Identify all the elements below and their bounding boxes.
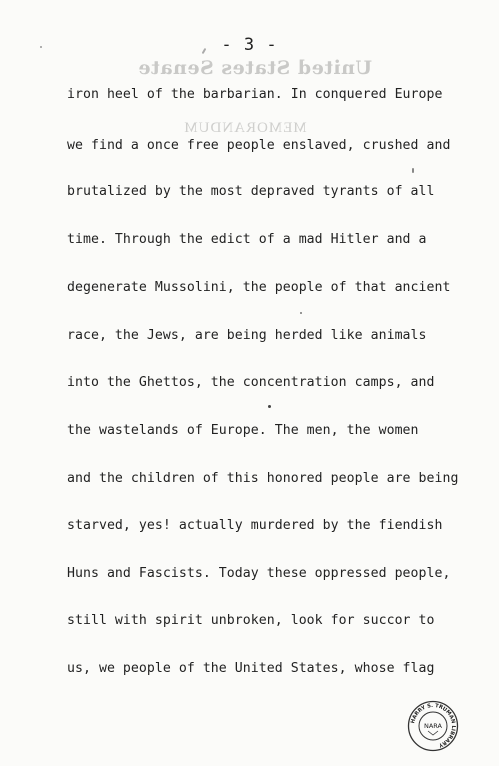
body-line: iron heel of the barbarian. In conquered Europe xyxy=(67,87,443,102)
body-line: and the children of this honored people are being xyxy=(67,471,459,486)
body-line: we find a once free people enslaved, crushed and xyxy=(67,138,451,153)
body-line: the wastelands of Europe. The men, the women xyxy=(67,423,419,438)
body-line: into the Ghettos, the concentration camps, and xyxy=(67,375,435,390)
body-line: still with spirit unbroken, look for succor to xyxy=(67,613,435,628)
scan-speck xyxy=(412,168,414,173)
body-line: race, the Jews, are being herded like animals xyxy=(67,328,427,343)
body-line: starved, yes! actually murdered by the fiendish xyxy=(67,518,443,533)
page-number: - 3 - xyxy=(221,35,278,55)
body-line: Huns and Fascists. Today these oppressed people, xyxy=(67,566,451,581)
body-line: us, we people of the United States, whose flag xyxy=(67,661,435,676)
archive-stamp-seal xyxy=(407,700,459,752)
bleed-through-memorandum: MEMORANDUM xyxy=(183,120,307,136)
body-line: time. Through the edict of a mad Hitler and a xyxy=(67,232,427,247)
scan-speck xyxy=(300,312,302,314)
body-line: brutalized by the most depraved tyrants of all xyxy=(67,184,435,199)
stamp-ring-text: HARRY S. TRUMAN LIBRARY xyxy=(410,702,457,748)
body-line: degenerate Mussolini, the people of that ancient xyxy=(67,280,451,295)
bleed-through-letterhead: United States Senate xyxy=(137,57,373,79)
scan-speck xyxy=(40,46,42,48)
stamp-center-text: NARA xyxy=(423,722,443,730)
scan-speck xyxy=(268,405,271,408)
